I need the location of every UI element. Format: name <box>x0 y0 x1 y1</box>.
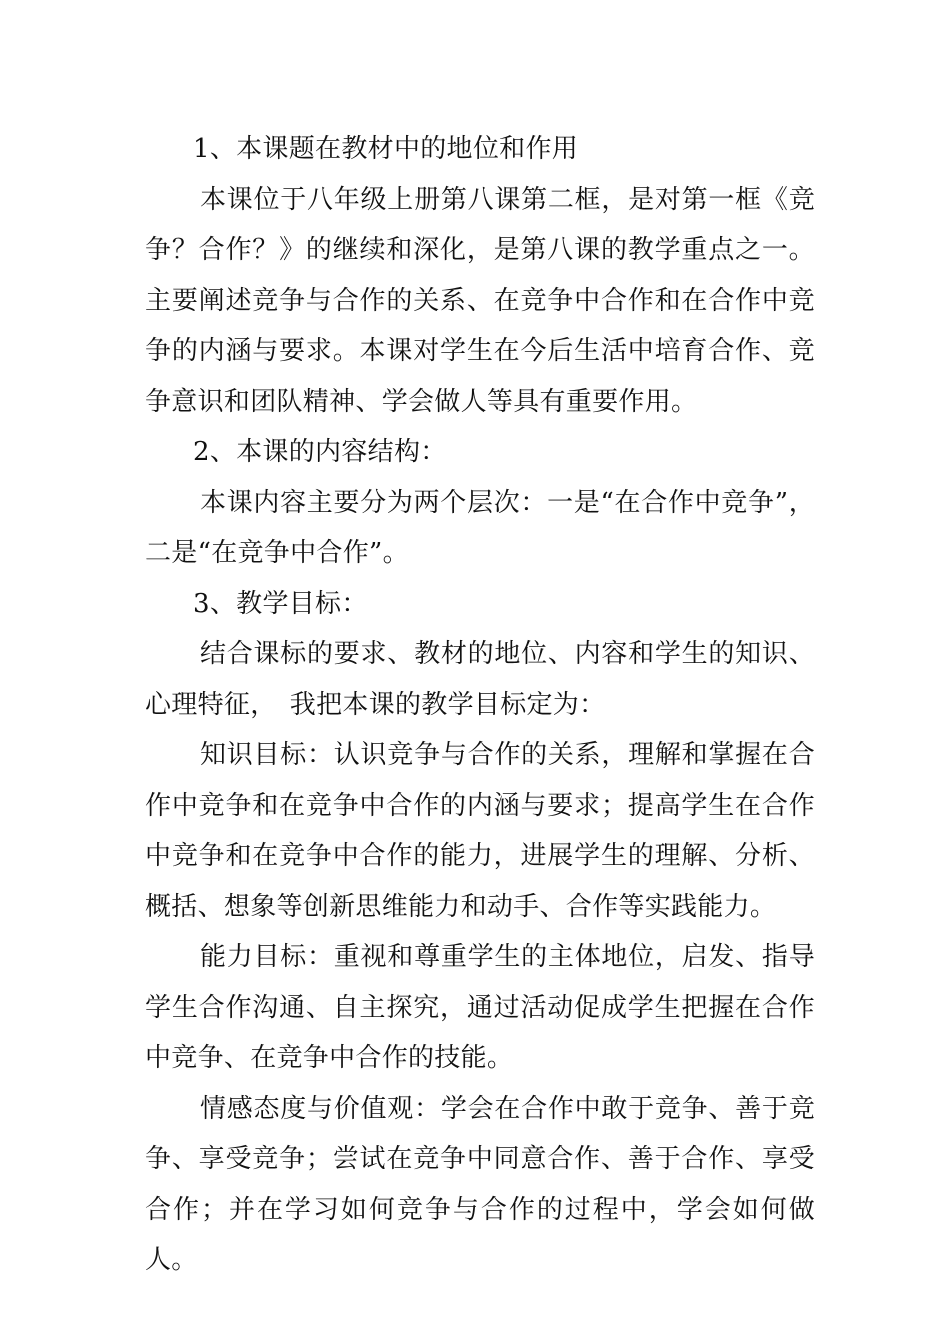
paragraph-structure: 本课内容主要分为两个层次：一是“在合作中竞争”，二是“在竞争中合作”。 <box>145 487 815 568</box>
section-heading-structure: 2、本课的内容结构： <box>193 437 447 467</box>
paragraph-attitude-goal: 情感态度与价值观：学会在合作中敢于竞争、善于竞争、享受竞争；尝试在竞争中同意合作、善于合作、享受合作；并在学习如何竞争与合作的过程中，学会如何做人。 <box>145 1093 815 1275</box>
section-heading-position: 1、本课题在教材中的地位和作用 <box>193 134 579 164</box>
paragraph-goals-intro: 结合课标的要求、教材的地位、内容和学生的知识、心理特征， 我把本课的教学目标定为： <box>145 639 815 720</box>
document-body <box>145 124 815 1286</box>
paragraph-knowledge-goal: 知识目标：认识竞争与合作的关系，理解和掌握在合作中竞争和在竞争中合作的内涵与要求；提高学生在合作中竞争和在竞争中合作的能力，进展学生的理解、分析、概括、想象等创新思维能力和动手、合作等实践能力。 <box>145 740 815 922</box>
paragraph-position: 本课位于八年级上册第八课第二框，是对第一框《竞争？合作？》的继续和深化，是第八课的教学重点之一。主要阐述竞争与合作的关系、在竞争中合作和在合作中竞争的内涵与要求。本课对学生在今后生活中培育合作、竞争意识和团队精神、学会做人等具有重要作用。 <box>145 184 815 417</box>
section-heading-goals: 3、教学目标： <box>193 588 368 619</box>
paragraph-ability-goal: 能力目标：重视和尊重学生的主体地位，启发、指导学生合作沟通、自主探究，通过活动促成学生把握在合作中竞争、在竞争中合作的技能。 <box>145 942 815 1073</box>
